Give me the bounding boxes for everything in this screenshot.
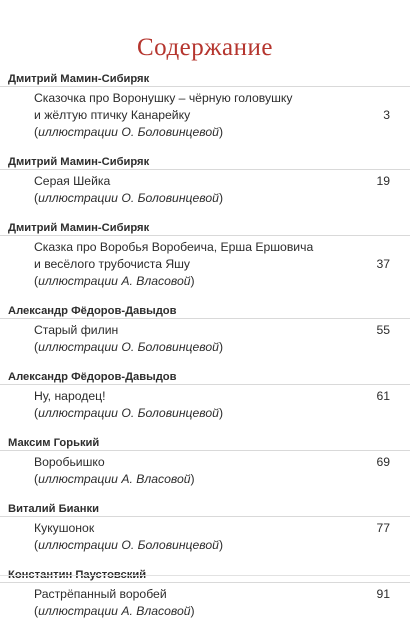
author-divider bbox=[0, 450, 410, 451]
toc-entry-body bbox=[34, 520, 390, 554]
illustrator-name: А. Власовой bbox=[121, 604, 191, 618]
illustration-credit-text bbox=[38, 340, 219, 354]
toc-author-name: Максим Горький bbox=[8, 437, 100, 449]
illustrator-name: О. Боловинцевой bbox=[121, 406, 219, 420]
toc-author-name: Дмитрий Мамин-Сибиряк bbox=[8, 222, 150, 234]
author-divider bbox=[0, 318, 410, 319]
author-divider bbox=[0, 516, 410, 517]
toc-title-text: Старый филин bbox=[34, 323, 119, 337]
toc-illustration-credit bbox=[34, 190, 390, 207]
illustration-credit-text bbox=[38, 538, 219, 552]
toc-title-line bbox=[34, 520, 390, 537]
illustrator-name: О. Боловинцевой bbox=[121, 125, 219, 139]
toc-illustration-credit bbox=[34, 339, 390, 356]
toc-page-number: 37 bbox=[376, 257, 390, 271]
toc-title-line bbox=[34, 322, 390, 339]
toc-entry-body bbox=[34, 90, 390, 141]
toc-title-line bbox=[34, 107, 390, 124]
paren-open: ( bbox=[34, 274, 39, 288]
paren-open: ( bbox=[34, 538, 39, 552]
paren-open: ( bbox=[34, 191, 39, 205]
illustration-credit-text bbox=[38, 191, 219, 205]
toc-illustration-credit bbox=[34, 537, 390, 554]
toc-entry bbox=[0, 501, 410, 554]
toc-entry bbox=[0, 435, 410, 488]
illustration-credit-text bbox=[38, 274, 190, 288]
toc-author-name: Дмитрий Мамин-Сибиряк bbox=[8, 73, 150, 85]
paren-close: ) bbox=[190, 274, 195, 288]
toc-entry-body bbox=[34, 586, 390, 620]
toc-page-number: 77 bbox=[376, 521, 390, 535]
toc-entry-body bbox=[34, 322, 390, 356]
illustrator-name: О. Боловинцевой bbox=[121, 340, 219, 354]
illustration-prefix: иллюстрации bbox=[38, 538, 118, 552]
toc-title-text: Сказочка про Воронушку – чёрную головушку bbox=[34, 91, 293, 105]
illustration-prefix: иллюстрации bbox=[38, 472, 118, 486]
toc-entry-body bbox=[34, 454, 390, 488]
toc-title-line bbox=[34, 256, 390, 273]
toc-title-text: Сказка про Воробья Воробеича, Ерша Ершовича bbox=[34, 240, 314, 254]
toc-title-line bbox=[34, 586, 390, 603]
toc-illustration-credit bbox=[34, 273, 390, 290]
paren-close: ) bbox=[218, 340, 223, 354]
paren-close: ) bbox=[190, 604, 195, 618]
toc-page-number: 69 bbox=[376, 455, 390, 469]
author-divider bbox=[0, 582, 410, 583]
toc-author-name: Александр Фёдоров-Давыдов bbox=[8, 371, 177, 383]
toc-page-number: 91 bbox=[376, 587, 390, 601]
paren-close: ) bbox=[190, 472, 195, 486]
illustration-prefix: иллюстрации bbox=[38, 340, 118, 354]
toc-title-line bbox=[34, 388, 390, 405]
illustration-credit-text bbox=[38, 406, 219, 420]
toc-page-number: 19 bbox=[376, 174, 390, 188]
toc-page-number: 55 bbox=[376, 323, 390, 337]
toc-page-number: 3 bbox=[383, 108, 390, 122]
toc-entry bbox=[0, 303, 410, 356]
page-title: Содержание bbox=[137, 34, 273, 61]
toc-author-name: Александр Фёдоров-Давыдов bbox=[8, 305, 177, 317]
toc-title-text: Ну, народец! bbox=[34, 389, 106, 403]
toc-illustration-credit bbox=[34, 405, 390, 422]
toc-entry bbox=[0, 71, 410, 141]
toc-illustration-credit bbox=[34, 124, 390, 141]
toc-title-text: Растрёпанный воробей bbox=[34, 587, 167, 601]
toc-entry-body bbox=[34, 239, 390, 290]
toc-author-name: Виталий Бианки bbox=[8, 503, 100, 515]
toc-author bbox=[0, 501, 410, 517]
author-divider bbox=[0, 235, 410, 236]
illustration-prefix: иллюстрации bbox=[38, 191, 118, 205]
toc-title-text: Кукушонок bbox=[34, 521, 95, 535]
toc-author bbox=[0, 435, 410, 451]
table-of-contents bbox=[0, 71, 410, 633]
bottom-edge-rule bbox=[0, 575, 410, 576]
toc-page-number: 61 bbox=[376, 389, 390, 403]
toc-illustration-credit bbox=[34, 471, 390, 488]
paren-close: ) bbox=[218, 125, 223, 139]
toc-entry bbox=[0, 220, 410, 290]
illustration-prefix: иллюстрации bbox=[38, 125, 118, 139]
toc-title-line bbox=[34, 90, 390, 107]
paren-open: ( bbox=[34, 125, 39, 139]
paren-close: ) bbox=[218, 538, 223, 552]
toc-title-text: Воробьишко bbox=[34, 455, 105, 469]
toc-title-line bbox=[34, 173, 390, 190]
toc-author bbox=[0, 220, 410, 236]
toc-author bbox=[0, 303, 410, 319]
paren-open: ( bbox=[34, 604, 39, 618]
illustrator-name: А. Власовой bbox=[121, 274, 191, 288]
paren-open: ( bbox=[34, 406, 39, 420]
toc-title-text: Серая Шейка bbox=[34, 174, 111, 188]
toc-author bbox=[0, 71, 410, 87]
toc-author-name: Константин Паустовский bbox=[8, 569, 147, 581]
illustrator-name: О. Боловинцевой bbox=[121, 191, 219, 205]
illustration-credit-text bbox=[38, 604, 190, 618]
illustration-prefix: иллюстрации bbox=[38, 406, 118, 420]
toc-illustration-credit bbox=[34, 603, 390, 620]
author-divider bbox=[0, 86, 410, 87]
toc-author bbox=[0, 154, 410, 170]
illustrator-name: А. Власовой bbox=[121, 472, 191, 486]
toc-title-text: и жёлтую птичку Канарейку bbox=[34, 108, 191, 122]
illustration-credit-text bbox=[38, 125, 219, 139]
paren-open: ( bbox=[34, 340, 39, 354]
toc-entry bbox=[0, 154, 410, 207]
paren-open: ( bbox=[34, 472, 39, 486]
toc-title-line bbox=[34, 239, 390, 256]
toc-entry bbox=[0, 369, 410, 422]
illustration-prefix: иллюстрации bbox=[38, 604, 118, 618]
toc-entry-body bbox=[34, 388, 390, 422]
toc-author bbox=[0, 369, 410, 385]
paren-close: ) bbox=[218, 406, 223, 420]
author-divider bbox=[0, 384, 410, 385]
illustration-prefix: иллюстрации bbox=[38, 274, 118, 288]
toc-title-line bbox=[34, 454, 390, 471]
toc-title-text: и весёлого трубочиста Яшу bbox=[34, 257, 191, 271]
illustration-credit-text bbox=[38, 472, 190, 486]
toc-author-name: Дмитрий Мамин-Сибиряк bbox=[8, 156, 150, 168]
illustrator-name: О. Боловинцевой bbox=[121, 538, 219, 552]
toc-entry-body bbox=[34, 173, 390, 207]
paren-close: ) bbox=[218, 191, 223, 205]
author-divider bbox=[0, 169, 410, 170]
